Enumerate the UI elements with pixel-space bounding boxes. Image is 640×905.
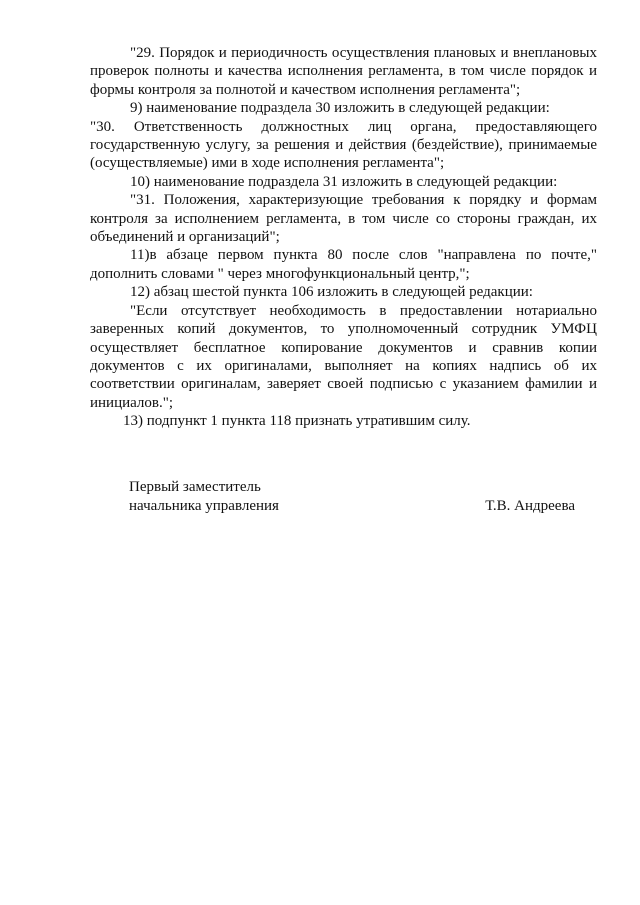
signer-title-line1: Первый заместитель [129,479,261,495]
paragraph-item-11: 11)в абзаце первом пункта 80 после слов "направлена по почте," дополнить словами " через многофункциональный центр,"; [90,247,597,282]
paragraph-item-10: 10) наименование подраздела 31 изложить в следующей редакции: [130,173,558,190]
document-body [90,44,597,431]
signature-row [129,497,575,516]
paragraph-section-29: "29. Порядок и периодичность осуществления плановых и внеплановых проверок полноты и качества исполнения регламента, в том числе порядок и формы контроля за полнотой и качеством исполнения регламента"; [90,45,597,98]
paragraph-item-13: 13) подпункт 1 пункта 118 признать утратившим силу. [123,413,471,430]
paragraph-section-31: "31. Положения, характеризующие требования к порядку и формам контроля за исполнением регламента, в том числе со стороны граждан, их объединений и организаций"; [90,192,597,246]
signature-block [129,478,575,515]
paragraph-item-12: 12) абзац шестой пункта 106 изложить в следующей редакции: [130,284,533,301]
paragraph-item-9: 9) наименование подраздела 30 изложить в следующей редакции: [130,100,550,117]
paragraph-section-30: "30. Ответственность должностных лиц органа, предоставляющего государственную услугу, за решения и действия (бездействие), принимаемые (осуществляемые) ими в ходе исполнения регламента"; [90,118,597,172]
paragraph-quote-106: "Если отсутствует необходимость в предоставлении нотариально заверенных копий документов, то уполномоченный сотрудник УМФЦ осуществляет бесплатное копирование документов и сравнив копии документов с их оригиналами, выполняет на копиях надпись об их соответствии оригиналам, заверяет своей подписью с указанием фамилии и инициалов."; [90,302,597,411]
signer-name: Т.В. Андреева [485,497,575,514]
signer-title-line2: начальника управления [129,497,279,514]
